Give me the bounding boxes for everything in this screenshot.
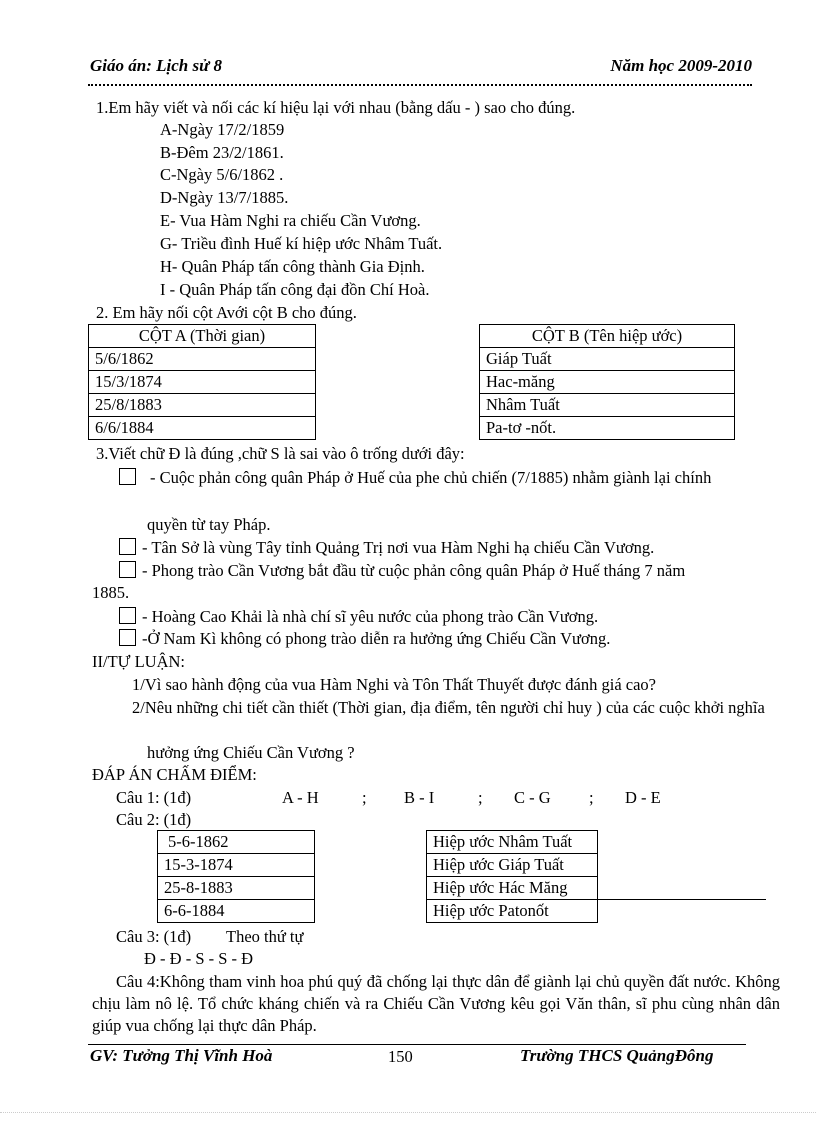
- q3-statement-1: - Cuộc phản công quân Pháp ở Huế của phe chủ chiến (7/1885) nhằm giành lại chính: [119, 467, 779, 489]
- header-divider: [88, 84, 752, 86]
- answer-1-label: Câu 1: (1đ): [116, 788, 192, 807]
- answer-1-pair: D - E: [625, 788, 661, 807]
- page-number: 150: [388, 1047, 413, 1066]
- answer-1-separator: ;: [362, 788, 367, 807]
- table-row: Pa-tơ -nốt.: [480, 417, 735, 440]
- table-row: 6/6/1884: [89, 417, 316, 440]
- answer-date-table: [157, 830, 315, 923]
- table-row: 5-6-1862: [158, 831, 315, 854]
- table-row: 5/6/1862: [89, 348, 316, 371]
- q3-title: 3.Viết chữ Đ là đúng ,chữ S là sai vào ô trống dưới đây:: [96, 444, 465, 463]
- q1-item: A-Ngày 17/2/1859: [160, 120, 285, 139]
- part2-title: II/TỰ LUẬN:: [92, 652, 185, 671]
- answer-checkbox[interactable]: [119, 629, 136, 646]
- table-row: Hiệp ước Patonốt: [427, 900, 598, 923]
- column-b-header: CỘT B (Tên hiệp ước): [480, 325, 735, 348]
- essay-question-2-cont: hưởng ứng Chiếu Cần Vương ?: [147, 743, 355, 762]
- table-row: Hiệp ước Hác Măng: [427, 877, 598, 900]
- answer-checkbox[interactable]: [119, 538, 136, 555]
- answer-3-result: Đ - Đ - S - S - Đ: [144, 949, 254, 968]
- answer-3-label: Câu 3: (1đ): [116, 927, 192, 946]
- answer-checkbox[interactable]: [119, 607, 136, 624]
- answer-checkbox[interactable]: [119, 468, 136, 485]
- q3-statement-3-cont: 1885.: [92, 583, 130, 602]
- q1-item: B-Đêm 23/2/1861.: [160, 143, 284, 162]
- q3-statement-1-cont: quyền từ tay Pháp.: [147, 515, 271, 534]
- answer-checkbox[interactable]: [119, 561, 136, 578]
- footer-teacher: GV: Tưởng Thị Vĩnh Hoà: [90, 1046, 273, 1065]
- q2-title: 2. Em hãy nối cột Avới cột B cho đúng.: [96, 303, 357, 322]
- answer-1-separator: ;: [478, 788, 483, 807]
- answer-1-separator: ;: [589, 788, 594, 807]
- answer-3-order: Theo thứ tự: [226, 927, 304, 946]
- essay-question-2: 2/Nêu những chi tiết cần thiết (Thời gian, địa điểm, tên người chỉ huy ) của các cuộc khởi nghĩa: [132, 698, 765, 717]
- answer-1-pair: A - H: [282, 788, 319, 807]
- answer-4-text: Câu 4:Không tham vinh hoa phú quý đã chống lại thực dân để giành lại chủ quyền đất nước. Không chịu làm nô lệ. Tổ chức kháng chiến và ra Chiếu Cần Vương kêu gọi Văn thân, sĩ phu cùng nhân dân giúp vua chống lại thực dân Pháp.: [92, 972, 780, 1035]
- q1-item: I - Quân Pháp tấn công đại đồn Chí Hoà.: [160, 280, 430, 299]
- header-school-year: Năm học 2009-2010: [610, 56, 752, 75]
- table-column-b: [479, 324, 735, 440]
- table-row: 15/3/1874: [89, 371, 316, 394]
- answer-key-title: ĐÁP ÁN CHẤM ĐIỂM:: [92, 765, 257, 784]
- q1-item: G- Triều đình Huế kí hiệp ước Nhâm Tuất.: [160, 234, 443, 253]
- footer-school: Trường THCS QuảngĐông: [520, 1046, 714, 1065]
- q1-item: E- Vua Hàm Nghi ra chiếu Cần Vương.: [160, 211, 421, 230]
- q1-item: H- Quân Pháp tấn công thành Gia Định.: [160, 257, 425, 276]
- q3-statement-4: - Hoàng Cao Khải là nhà chí sĩ yêu nước của phong trào Cần Vương.: [119, 606, 598, 628]
- answer-treaty-table: [426, 830, 598, 923]
- essay-question-1: 1/Vì sao hành động của vua Hàm Nghi và Tôn Thất Thuyết được đánh giá cao?: [132, 675, 656, 694]
- header-subject: Giáo án: Lịch sử 8: [90, 56, 223, 75]
- q3-statement-2: - Tân Sở là vùng Tây tỉnh Quảng Trị nơi vua Hàm Nghi hạ chiếu Cần Vương.: [119, 537, 654, 559]
- page-edge: [0, 1112, 816, 1113]
- answer-1-pair: B - I: [404, 788, 435, 807]
- q3-statement-3: - Phong trào Cần Vương bắt đầu từ cuộc phản công quân Pháp ở Huế tháng 7 năm: [119, 560, 685, 582]
- table-row: Nhâm Tuất: [480, 394, 735, 417]
- table-row: 6-6-1884: [158, 900, 315, 923]
- table-row: Giáp Tuất: [480, 348, 735, 371]
- answer-2-label: Câu 2: (1đ): [116, 810, 192, 829]
- table-column-a: [88, 324, 316, 440]
- footer-divider: [88, 1044, 746, 1045]
- answer-1-pair: C - G: [514, 788, 551, 807]
- table-row: Hiệp ước Nhâm Tuất: [427, 831, 598, 854]
- table-row: Hiệp ước Giáp Tuất: [427, 854, 598, 877]
- table-extension-line: [598, 899, 766, 900]
- table-row: 15-3-1874: [158, 854, 315, 877]
- table-row: Hac-măng: [480, 371, 735, 394]
- q1-item: C-Ngày 5/6/1862 .: [160, 165, 284, 184]
- q3-statement-5: -Ở Nam Kì không có phong trào diễn ra hưởng ứng Chiếu Cần Vương.: [119, 628, 610, 650]
- column-a-header: CỘT A (Thời gian): [89, 325, 316, 348]
- table-row: 25/8/1883: [89, 394, 316, 417]
- q1-title: 1.Em hãy viết và nối các kí hiệu lại với nhau (bằng dấu - ) sao cho đúng.: [96, 98, 576, 117]
- table-row: 25-8-1883: [158, 877, 315, 900]
- q1-item: D-Ngày 13/7/1885.: [160, 188, 289, 207]
